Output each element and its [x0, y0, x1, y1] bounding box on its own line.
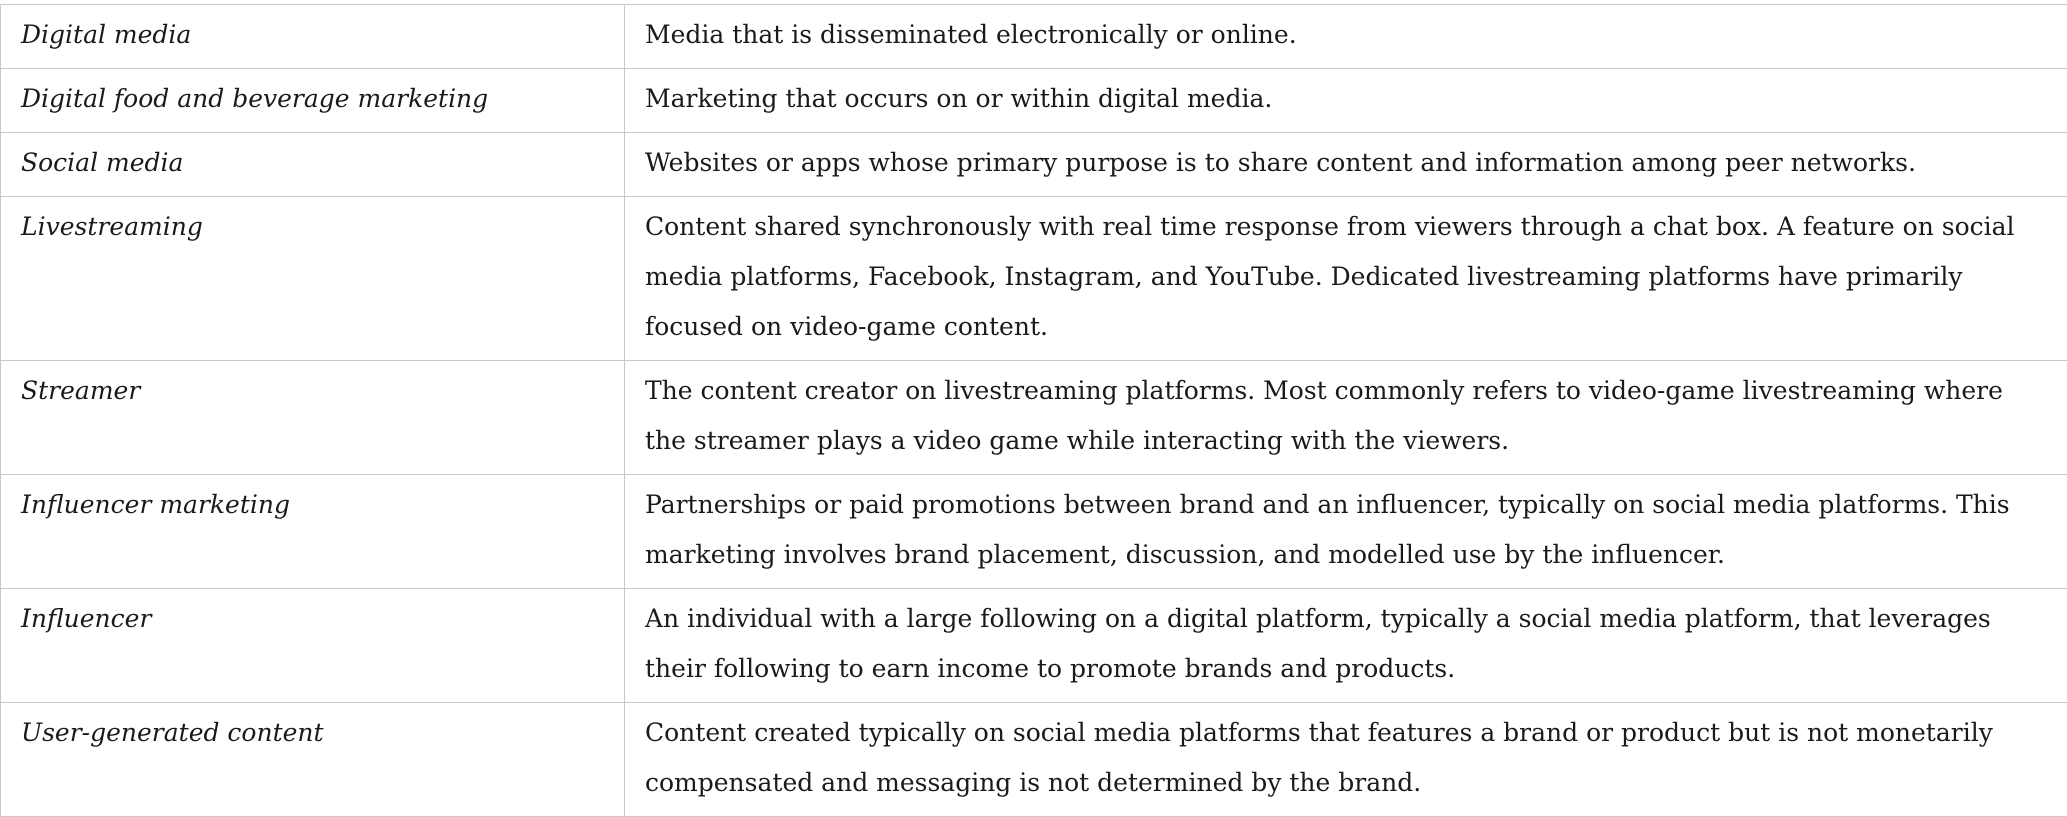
- glossary-table: [0, 4, 2067, 817]
- term-cell: [1, 133, 625, 197]
- definition-cell: [625, 133, 2067, 197]
- table-row: [1, 361, 2067, 475]
- definition-text: Websites or apps whose primary purpose is to share content and information among peer networks.: [645, 138, 2048, 188]
- term-text: Streamer: [21, 366, 604, 416]
- term-text: Digital food and beverage marketing: [21, 74, 604, 124]
- definition-cell: [625, 475, 2067, 589]
- term-cell: [1, 69, 625, 133]
- term-cell: [1, 703, 625, 817]
- term-text: Digital media: [21, 10, 604, 60]
- definition-cell: [625, 197, 2067, 361]
- term-cell: [1, 589, 625, 703]
- table-row: [1, 5, 2067, 69]
- term-text: Social media: [21, 138, 604, 188]
- term-text: Influencer marketing: [21, 480, 604, 530]
- definition-text: Content created typically on social media platforms that features a brand or product but is not monetarily compensated and messaging is not determined by the brand.: [645, 708, 2048, 808]
- definition-cell: [625, 5, 2067, 69]
- definition-cell: [625, 589, 2067, 703]
- definition-text: Media that is disseminated electronically or online.: [645, 10, 2048, 60]
- term-cell: [1, 361, 625, 475]
- definition-cell: [625, 703, 2067, 817]
- definition-text: Marketing that occurs on or within digital media.: [645, 74, 2048, 124]
- table-row: [1, 69, 2067, 133]
- table-row: [1, 589, 2067, 703]
- table-row: [1, 475, 2067, 589]
- term-cell: [1, 5, 625, 69]
- term-cell: [1, 475, 625, 589]
- term-cell: [1, 197, 625, 361]
- definition-text: Partnerships or paid promotions between brand and an influencer, typically on social media platforms. This marketing involves brand placement, discussion, and modelled use by the influencer.: [645, 480, 2048, 580]
- definition-text: The content creator on livestreaming platforms. Most commonly refers to video-game livestreaming where the streamer plays a video game while interacting with the viewers.: [645, 366, 2048, 466]
- definition-cell: [625, 361, 2067, 475]
- term-text: User-generated content: [21, 708, 604, 758]
- definition-text: Content shared synchronously with real time response from viewers through a chat box. A feature on social media platforms, Facebook, Instagram, and YouTube. Dedicated livestreaming platforms have primarily focused on video-game content.: [645, 202, 2048, 352]
- term-text: Influencer: [21, 594, 604, 644]
- definition-text: An individual with a large following on a digital platform, typically a social media platform, that leverages their following to earn income to promote brands and products.: [645, 594, 2048, 694]
- table-row: [1, 703, 2067, 817]
- table-row: [1, 133, 2067, 197]
- definition-cell: [625, 69, 2067, 133]
- table-row: [1, 197, 2067, 361]
- term-text: Livestreaming: [21, 202, 604, 252]
